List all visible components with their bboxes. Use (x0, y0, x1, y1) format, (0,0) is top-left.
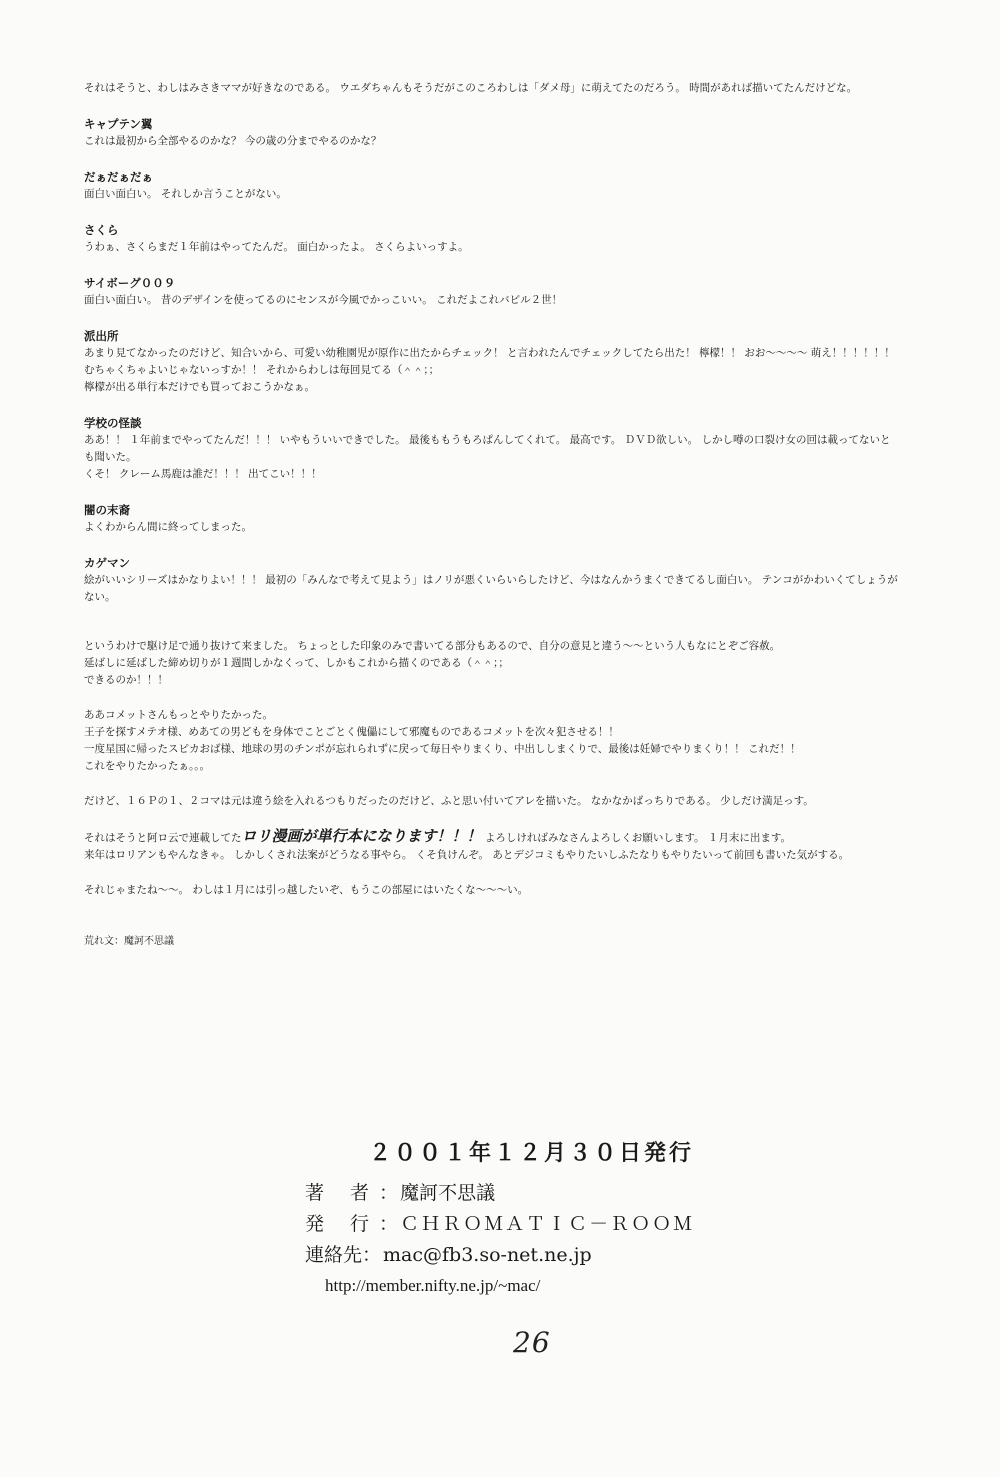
section-kageman (84, 554, 900, 606)
closing-line: 来年はロリアンもやんなきゃ。 しかしくされ法案がどうなる事やら。 くそ負けんぞ。 あとデジコミもやりたいしふたなりもやりたいって前回も書いた気がする。 (84, 849, 850, 861)
intro-paragraph: それはそうと、わしはみさきママが好きなのである。 ウエダちゃんもそうだがこのころわしは「ダメ母」に萌えてたのだろう。 時間があれば描いてたんだけどな。 (84, 82, 858, 94)
page-number: 26 (513, 1326, 551, 1359)
closing-paragraph-1 (84, 638, 900, 689)
section-title: 学校の怪談 (84, 416, 142, 430)
closing-paragraph-5: それじゃまたね～～。 わしは１月には引っ越したいぞ、もうこの部屋にはいたくな～～～い。 (84, 884, 529, 896)
closing-line: 王子を探すメテオ様、めあての男どもを身体でことごとく傀儡にして邪魔ものであるコメットを次々犯させる！！ (84, 726, 619, 738)
closing-paragraph-2 (84, 707, 900, 775)
publisher-label: 発 行 (305, 1213, 380, 1235)
closing-line: これをやりたかったぁ。。。 (84, 760, 210, 772)
section-line: ああ！！ １年前までやってたんだ！！！ いやもういいできでした。 最後ももうもろぱんしてくれて。 最高です。 ＤＶＤ欲しい。 しかし噂の口裂け女の回は載ってないとも聞いた。 (84, 434, 891, 463)
section-line: あまり見てなかったのだけど、知合いから、可愛い幼稚園児が原作に出たからチェック！ と言われたんでチェックしてたら出た！ 檸檬！！ おお～～～～ 萌え！！！！！！ むちゃくちゃよいじゃないっすか！！ それからわしは毎回見てる（＾＾；； (84, 347, 899, 376)
credit-line: 荒れ文：魔訶不思議 (84, 936, 174, 947)
announcement-line (84, 828, 900, 847)
section-line: くそ！ クレーム馬鹿は誰だ！！！ 出てこい！！！ (84, 468, 322, 480)
author-name: 魔訶不思議 (400, 1182, 496, 1204)
section-yami-no-matsuei (84, 501, 900, 536)
closing-line: というわけで駆け足で通り抜けて来ました。 ちょっとした印象のみで書いてる部分もあるので、自分の意見と違う～～という人もなにとぞご容赦。 (84, 640, 781, 652)
section-title: カゲマン (84, 556, 130, 570)
section-line: 檸檬が出る単行本だけでも買っておこうかなぁ。 (84, 381, 315, 393)
afterword-text (84, 80, 900, 950)
announcement-post: よろしければみなさんよろしくお願いします。 １月末に出ます。 (481, 832, 792, 844)
author-label: 著 者 (305, 1182, 380, 1204)
contact-row: 連絡先： mac@fb3.so-net.ne.jp (305, 1244, 592, 1266)
section-sakura (84, 221, 900, 256)
announcement-pre: それはそうと阿ロ云で連載してた (84, 832, 242, 844)
section-line: 絵がいいシリーズはかなりよい！！！ 最初の「みんなで考えて見よう」はノリが悪くいらいらしたけど、今はなんかうまくできてるし面白い。 テンコがかわいくてしょうがない。 (84, 574, 898, 603)
publisher-name: ＣＨＲＯＭＡＴＩＣ－ＲＯＯＭ (400, 1213, 695, 1235)
closing-paragraph-4 (84, 828, 900, 864)
section-daa-daa-daa (84, 168, 900, 203)
section-line: うわぁ、さくらまだ１年前はやってたんだ。 面白かったよ。 さくらよいっすよ。 (84, 241, 469, 253)
closing-line: ああコメットさんもっとやりたかった。 (84, 709, 273, 721)
contact-label: 連絡先 (305, 1244, 363, 1266)
publisher-row: 発 行： ＣＨＲＯＭＡＴＩＣ－ＲＯＯＭ (305, 1209, 765, 1240)
closing-line: 延ばしに延ばした締め切りが１週間しかなくって、しかもこれから描くのである（＾＾；； (84, 657, 509, 669)
announcement-emphasis: ロリ漫画が単行本になります！！！ (241, 827, 482, 845)
closing-line: 一度星国に帰ったスピカおば様、地球の男のチンポが忘れられずに戻って毎日やりまくり、中出ししまくりで、最後は妊婦でやりまくり！！ これだ！！ (84, 743, 801, 755)
section-title: サイボーグ００９ (84, 276, 176, 290)
section-line: 面白い面白い。 それしか言うことがない。 (84, 188, 287, 200)
publication-date: ２００１年１２月３０日発行 (369, 1141, 695, 1166)
closing-paragraph-3: だけど、１６Ｐの１、２コマは元は違う絵を入れるつもりだったのだけど、ふと思い付いてアレを描いた。 なかなかばっちりである。 少しだけ満足っす。 (84, 795, 814, 807)
contact-email: mac@fb3.so-net.ne.jp (383, 1244, 592, 1266)
section-title: キャプテン翼 (84, 117, 153, 131)
section-line: よくわからん間に終ってしまった。 (84, 521, 252, 533)
section-gakkou-no-kaidan (84, 414, 900, 483)
colophon (305, 1138, 765, 1301)
section-line: 面白い面白い。 昔のデザインを使ってるのにセンスが今風でかっこいい。 これだよこれバビル２世！ (84, 294, 563, 306)
closing-line: できるのか！！！ (84, 674, 168, 686)
section-captain-tsubasa (84, 115, 900, 150)
website-url: http://member.nifty.ne.jp/~mac/ (325, 1276, 541, 1295)
section-line: これは最初から全部やるのかな？ 今の歳の分までやるのかな？ (84, 135, 382, 147)
section-hashutsujo (84, 327, 900, 396)
section-title: さくら (84, 223, 119, 237)
author-row: 著 者： 魔訶不思議 (305, 1178, 765, 1209)
section-cyborg-009 (84, 274, 900, 309)
section-title: 闇の末裔 (84, 503, 130, 517)
section-title: だぁだぁだぁ (84, 170, 153, 184)
section-title: 派出所 (84, 329, 119, 343)
